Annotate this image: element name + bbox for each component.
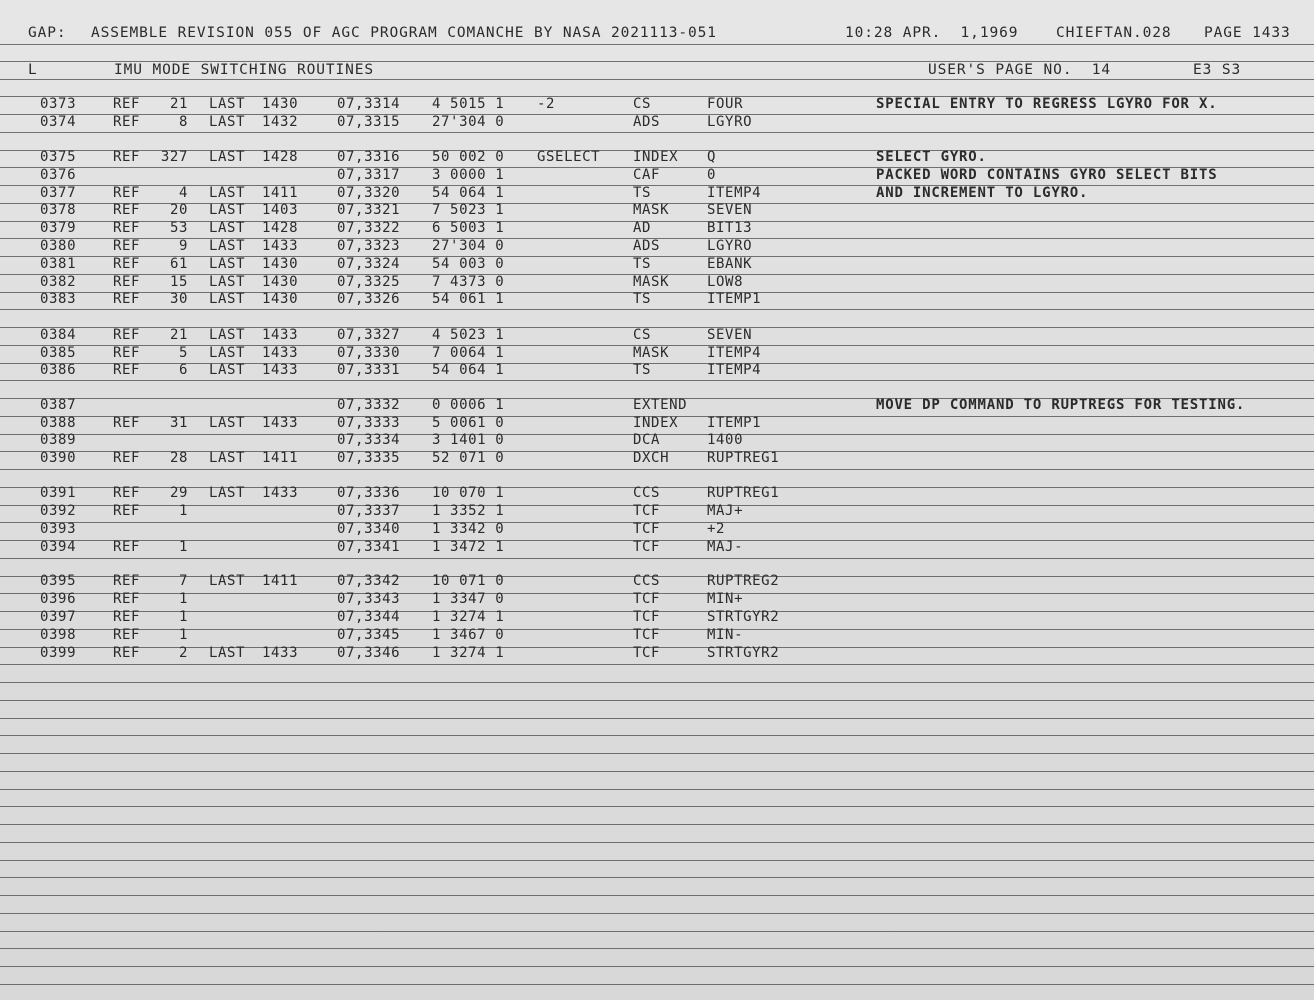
address: 07,3327 bbox=[337, 327, 401, 343]
operand: ITEMP1 bbox=[707, 291, 762, 307]
last-label: LAST bbox=[209, 238, 246, 254]
octal-code: 3 1401 0 bbox=[432, 432, 505, 448]
last-label: LAST bbox=[209, 185, 246, 201]
ref-count: 28 bbox=[169, 450, 188, 466]
timestamp: 10:28 APR. 1,1969 bbox=[845, 25, 1019, 41]
opcode: TS bbox=[633, 256, 652, 272]
opcode: MASK bbox=[633, 274, 670, 290]
ref-label: REF bbox=[113, 450, 141, 466]
ref-label: REF bbox=[113, 291, 141, 307]
ref-count: 1 bbox=[178, 503, 188, 519]
last-label: LAST bbox=[209, 573, 246, 589]
opcode: MASK bbox=[633, 345, 670, 361]
operand: STRTGYR2 bbox=[707, 609, 780, 625]
ref-label: REF bbox=[113, 539, 141, 555]
opcode: INDEX bbox=[633, 149, 679, 165]
symbol-label: -2 bbox=[537, 96, 556, 112]
last-page: 1430 bbox=[262, 96, 299, 112]
last-page: 1428 bbox=[262, 149, 299, 165]
opcode: EXTEND bbox=[633, 397, 688, 413]
operand: LGYRO bbox=[707, 114, 753, 130]
opcode: DXCH bbox=[633, 450, 670, 466]
line-number: 0376 bbox=[40, 167, 77, 183]
ruled-line bbox=[0, 682, 1314, 683]
ruled-line bbox=[0, 718, 1314, 719]
ruled-line bbox=[0, 931, 1314, 932]
comment: SPECIAL ENTRY TO REGRESS LGYRO FOR X. bbox=[876, 96, 1218, 112]
last-page: 1433 bbox=[262, 345, 299, 361]
ruled-line bbox=[0, 469, 1314, 470]
comment: PACKED WORD CONTAINS GYRO SELECT BITS bbox=[876, 167, 1218, 183]
ref-count: 327 bbox=[160, 149, 188, 165]
address: 07,3342 bbox=[337, 573, 401, 589]
ruled-line bbox=[0, 771, 1314, 772]
ref-label: REF bbox=[113, 327, 141, 343]
address: 07,3314 bbox=[337, 96, 401, 112]
last-label: LAST bbox=[209, 149, 246, 165]
address: 07,3321 bbox=[337, 202, 401, 218]
opcode: INDEX bbox=[633, 415, 679, 431]
last-label: LAST bbox=[209, 220, 246, 236]
last-page: 1430 bbox=[262, 256, 299, 272]
opcode: TS bbox=[633, 362, 652, 378]
ruled-line bbox=[0, 895, 1314, 896]
last-label: LAST bbox=[209, 256, 246, 272]
ref-label: REF bbox=[113, 627, 141, 643]
address: 07,3322 bbox=[337, 220, 401, 236]
opcode: AD bbox=[633, 220, 652, 236]
octal-code: 6 5003 1 bbox=[432, 220, 505, 236]
octal-code: 7 0064 1 bbox=[432, 345, 505, 361]
line-number: 0396 bbox=[40, 591, 77, 607]
opcode: TS bbox=[633, 185, 652, 201]
opcode: TCF bbox=[633, 645, 661, 661]
page-code: E3 S3 bbox=[1193, 62, 1242, 78]
ruled-line bbox=[0, 309, 1314, 310]
last-label: LAST bbox=[209, 645, 246, 661]
address: 07,3341 bbox=[337, 539, 401, 555]
operand: SEVEN bbox=[707, 202, 753, 218]
section-marker: L bbox=[28, 62, 38, 78]
ref-count: 21 bbox=[169, 327, 188, 343]
operand: LGYRO bbox=[707, 238, 753, 254]
assembly-title: ASSEMBLE REVISION 055 OF AGC PROGRAM COMANCHE BY NASA 2021113-051 bbox=[91, 25, 717, 41]
ruled-line bbox=[0, 664, 1314, 665]
users-page-number: USER'S PAGE NO. 14 bbox=[928, 62, 1111, 78]
line-number: 0397 bbox=[40, 609, 77, 625]
ruled-line bbox=[0, 753, 1314, 754]
ruled-line bbox=[0, 789, 1314, 790]
octal-code: 54 064 1 bbox=[432, 362, 505, 378]
operand: RUPTREG1 bbox=[707, 450, 780, 466]
octal-code: 1 3347 0 bbox=[432, 591, 505, 607]
operand: MAJ+ bbox=[707, 503, 744, 519]
octal-code: 1 3472 1 bbox=[432, 539, 505, 555]
line-number: 0379 bbox=[40, 220, 77, 236]
ruled-line bbox=[0, 327, 1314, 328]
ref-count: 53 bbox=[169, 220, 188, 236]
address: 07,3346 bbox=[337, 645, 401, 661]
ref-label: REF bbox=[113, 185, 141, 201]
opcode: TCF bbox=[633, 591, 661, 607]
octal-code: 1 3274 1 bbox=[432, 645, 505, 661]
octal-code: 10 070 1 bbox=[432, 485, 505, 501]
line-number: 0389 bbox=[40, 432, 77, 448]
ruled-line bbox=[0, 185, 1314, 186]
operand: ITEMP4 bbox=[707, 345, 762, 361]
line-number: 0399 bbox=[40, 645, 77, 661]
ref-label: REF bbox=[113, 362, 141, 378]
opcode: CCS bbox=[633, 485, 661, 501]
comment: AND INCREMENT TO LGYRO. bbox=[876, 185, 1089, 201]
operand: LOW8 bbox=[707, 274, 744, 290]
last-label: LAST bbox=[209, 415, 246, 431]
last-page: 1430 bbox=[262, 274, 299, 290]
address: 07,3344 bbox=[337, 609, 401, 625]
ruled-line bbox=[0, 363, 1314, 364]
address: 07,3340 bbox=[337, 521, 401, 537]
ref-count: 8 bbox=[178, 114, 188, 130]
ref-count: 31 bbox=[169, 415, 188, 431]
address: 07,3315 bbox=[337, 114, 401, 130]
ref-label: REF bbox=[113, 202, 141, 218]
opcode: TS bbox=[633, 291, 652, 307]
last-label: LAST bbox=[209, 450, 246, 466]
operand: ITEMP4 bbox=[707, 185, 762, 201]
last-page: 1433 bbox=[262, 238, 299, 254]
line-number: 0383 bbox=[40, 291, 77, 307]
ruled-line bbox=[0, 824, 1314, 825]
line-number: 0375 bbox=[40, 149, 77, 165]
last-label: LAST bbox=[209, 274, 246, 290]
opcode: TCF bbox=[633, 521, 661, 537]
ref-count: 1 bbox=[178, 591, 188, 607]
line-number: 0385 bbox=[40, 345, 77, 361]
ref-label: REF bbox=[113, 220, 141, 236]
line-number: 0388 bbox=[40, 415, 77, 431]
address: 07,3323 bbox=[337, 238, 401, 254]
octal-code: 1 3467 0 bbox=[432, 627, 505, 643]
comment: MOVE DP COMMAND TO RUPTREGS FOR TESTING. bbox=[876, 397, 1246, 413]
last-label: LAST bbox=[209, 202, 246, 218]
ruled-line bbox=[0, 877, 1314, 878]
ref-label: REF bbox=[113, 274, 141, 290]
octal-code: 4 5015 1 bbox=[432, 96, 505, 112]
last-label: LAST bbox=[209, 96, 246, 112]
address: 07,3332 bbox=[337, 397, 401, 413]
ruled-line bbox=[0, 806, 1314, 807]
ruled-line bbox=[0, 700, 1314, 701]
comment: SELECT GYRO. bbox=[876, 149, 987, 165]
ref-count: 21 bbox=[169, 96, 188, 112]
last-page: 1433 bbox=[262, 415, 299, 431]
ref-count: 6 bbox=[178, 362, 188, 378]
ruled-line bbox=[0, 256, 1314, 257]
octal-code: 5 0061 0 bbox=[432, 415, 505, 431]
operand: MAJ- bbox=[707, 539, 744, 555]
last-page: 1428 bbox=[262, 220, 299, 236]
last-label: LAST bbox=[209, 327, 246, 343]
opcode: TCF bbox=[633, 609, 661, 625]
opcode: ADS bbox=[633, 238, 661, 254]
octal-code: 7 4373 0 bbox=[432, 274, 505, 290]
ref-count: 15 bbox=[169, 274, 188, 290]
line-number: 0394 bbox=[40, 539, 77, 555]
operand: BIT13 bbox=[707, 220, 753, 236]
ref-label: REF bbox=[113, 345, 141, 361]
address: 07,3324 bbox=[337, 256, 401, 272]
operand: FOUR bbox=[707, 96, 744, 112]
ref-label: REF bbox=[113, 96, 141, 112]
ruled-line bbox=[0, 380, 1314, 381]
operand: +2 bbox=[707, 521, 726, 537]
line-number: 0373 bbox=[40, 96, 77, 112]
opcode: DCA bbox=[633, 432, 661, 448]
address: 07,3335 bbox=[337, 450, 401, 466]
ref-label: REF bbox=[113, 591, 141, 607]
opcode: MASK bbox=[633, 202, 670, 218]
ref-count: 20 bbox=[169, 202, 188, 218]
address: 07,3334 bbox=[337, 432, 401, 448]
operand: EBANK bbox=[707, 256, 753, 272]
opcode: CCS bbox=[633, 573, 661, 589]
last-page: 1432 bbox=[262, 114, 299, 130]
last-page: 1411 bbox=[262, 185, 299, 201]
address: 07,3320 bbox=[337, 185, 401, 201]
ruled-line bbox=[0, 221, 1314, 222]
ruled-line bbox=[0, 984, 1314, 985]
line-number: 0392 bbox=[40, 503, 77, 519]
last-label: LAST bbox=[209, 362, 246, 378]
operand: 0 bbox=[707, 167, 717, 183]
last-label: LAST bbox=[209, 291, 246, 307]
octal-code: 54 061 1 bbox=[432, 291, 505, 307]
ref-count: 61 bbox=[169, 256, 188, 272]
opcode: TCF bbox=[633, 503, 661, 519]
operand: STRTGYR2 bbox=[707, 645, 780, 661]
ruled-line bbox=[0, 860, 1314, 861]
line-number: 0398 bbox=[40, 627, 77, 643]
line-number: 0387 bbox=[40, 397, 77, 413]
octal-code: 1 3274 1 bbox=[432, 609, 505, 625]
operand: RUPTREG1 bbox=[707, 485, 780, 501]
ref-count: 5 bbox=[178, 345, 188, 361]
octal-code: 1 3342 0 bbox=[432, 521, 505, 537]
ruled-line bbox=[0, 966, 1314, 967]
address: 07,3325 bbox=[337, 274, 401, 290]
last-label: LAST bbox=[209, 345, 246, 361]
last-label: LAST bbox=[209, 114, 246, 130]
operand: 1400 bbox=[707, 432, 744, 448]
ref-label: REF bbox=[113, 415, 141, 431]
ruled-line bbox=[0, 132, 1314, 133]
last-page: 1430 bbox=[262, 291, 299, 307]
octal-code: 50 002 0 bbox=[432, 149, 505, 165]
address: 07,3345 bbox=[337, 627, 401, 643]
opcode: ADS bbox=[633, 114, 661, 130]
last-page: 1433 bbox=[262, 485, 299, 501]
last-page: 1403 bbox=[262, 202, 299, 218]
operand: ITEMP1 bbox=[707, 415, 762, 431]
ruled-line bbox=[0, 735, 1314, 736]
line-number: 0381 bbox=[40, 256, 77, 272]
operand: MIN- bbox=[707, 627, 744, 643]
address: 07,3330 bbox=[337, 345, 401, 361]
opcode: CS bbox=[633, 96, 652, 112]
octal-code: 10 071 0 bbox=[432, 573, 505, 589]
address: 07,3337 bbox=[337, 503, 401, 519]
line-number: 0395 bbox=[40, 573, 77, 589]
address: 07,3333 bbox=[337, 415, 401, 431]
line-number: 0378 bbox=[40, 202, 77, 218]
operand: ITEMP4 bbox=[707, 362, 762, 378]
opcode: TCF bbox=[633, 539, 661, 555]
address: 07,3336 bbox=[337, 485, 401, 501]
line-number: 0380 bbox=[40, 238, 77, 254]
address: 07,3326 bbox=[337, 291, 401, 307]
section-title: IMU MODE SWITCHING ROUTINES bbox=[114, 62, 375, 78]
octal-code: 1 3352 1 bbox=[432, 503, 505, 519]
page-number: PAGE 1433 bbox=[1204, 25, 1291, 41]
ref-count: 1 bbox=[178, 627, 188, 643]
ruled-line bbox=[0, 558, 1314, 559]
ref-label: REF bbox=[113, 609, 141, 625]
ruled-line bbox=[0, 61, 1314, 62]
ref-count: 2 bbox=[178, 645, 188, 661]
opcode: CS bbox=[633, 327, 652, 343]
last-page: 1433 bbox=[262, 362, 299, 378]
octal-code: 0 0006 1 bbox=[432, 397, 505, 413]
octal-code: 3 0000 1 bbox=[432, 167, 505, 183]
last-page: 1433 bbox=[262, 645, 299, 661]
ruled-line bbox=[0, 842, 1314, 843]
ref-count: 1 bbox=[178, 539, 188, 555]
ruled-line bbox=[0, 292, 1314, 293]
ref-count: 7 bbox=[178, 573, 188, 589]
symbol-label: GSELECT bbox=[537, 149, 601, 165]
line-number: 0374 bbox=[40, 114, 77, 130]
ref-label: REF bbox=[113, 256, 141, 272]
operand: Q bbox=[707, 149, 717, 165]
gap-label: GAP: bbox=[28, 25, 67, 41]
ref-count: 30 bbox=[169, 291, 188, 307]
ruled-line bbox=[0, 44, 1314, 45]
ruled-line bbox=[0, 913, 1314, 914]
ref-label: REF bbox=[113, 149, 141, 165]
ref-count: 9 bbox=[178, 238, 188, 254]
ref-label: REF bbox=[113, 114, 141, 130]
octal-code: 7 5023 1 bbox=[432, 202, 505, 218]
ref-count: 29 bbox=[169, 485, 188, 501]
line-number: 0377 bbox=[40, 185, 77, 201]
ref-label: REF bbox=[113, 238, 141, 254]
opcode: TCF bbox=[633, 627, 661, 643]
operand: RUPTREG2 bbox=[707, 573, 780, 589]
octal-code: 52 071 0 bbox=[432, 450, 505, 466]
opcode: CAF bbox=[633, 167, 661, 183]
ref-label: REF bbox=[113, 485, 141, 501]
operand: SEVEN bbox=[707, 327, 753, 343]
job-name: CHIEFTAN.028 bbox=[1056, 25, 1172, 41]
octal-code: 4 5023 1 bbox=[432, 327, 505, 343]
last-label: LAST bbox=[209, 485, 246, 501]
octal-code: 54 064 1 bbox=[432, 185, 505, 201]
address: 07,3331 bbox=[337, 362, 401, 378]
ruled-line bbox=[0, 79, 1314, 80]
address: 07,3316 bbox=[337, 149, 401, 165]
ref-count: 1 bbox=[178, 609, 188, 625]
ref-label: REF bbox=[113, 503, 141, 519]
address: 07,3343 bbox=[337, 591, 401, 607]
ruled-line bbox=[0, 948, 1314, 949]
ref-label: REF bbox=[113, 645, 141, 661]
ref-label: REF bbox=[113, 573, 141, 589]
line-number: 0386 bbox=[40, 362, 77, 378]
line-number: 0393 bbox=[40, 521, 77, 537]
octal-code: 27'304 0 bbox=[432, 238, 505, 254]
address: 07,3317 bbox=[337, 167, 401, 183]
last-page: 1433 bbox=[262, 327, 299, 343]
last-page: 1411 bbox=[262, 573, 299, 589]
last-page: 1411 bbox=[262, 450, 299, 466]
line-number: 0391 bbox=[40, 485, 77, 501]
ref-count: 4 bbox=[178, 185, 188, 201]
operand: MIN+ bbox=[707, 591, 744, 607]
line-number: 0384 bbox=[40, 327, 77, 343]
octal-code: 54 003 0 bbox=[432, 256, 505, 272]
octal-code: 27'304 0 bbox=[432, 114, 505, 130]
line-number: 0382 bbox=[40, 274, 77, 290]
line-number: 0390 bbox=[40, 450, 77, 466]
